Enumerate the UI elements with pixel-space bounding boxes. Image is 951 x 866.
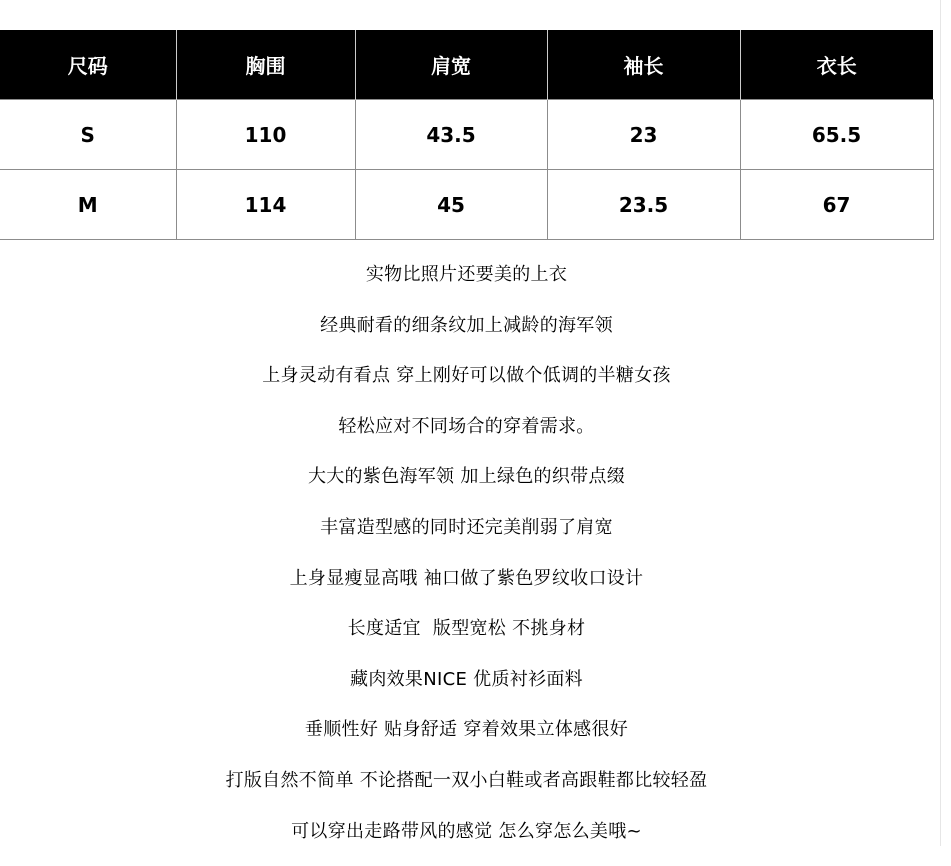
size-chart-header-row — [0, 30, 933, 100]
cell-shoulder: 45 — [355, 170, 547, 240]
description-line: 经典耐看的细条纹加上减龄的海军领 — [320, 314, 613, 336]
description-line: 垂顺性好 贴身舒适 穿着效果立体感很好 — [304, 719, 629, 741]
header-sleeve: 袖长 — [547, 30, 740, 100]
header-shoulder: 肩宽 — [355, 30, 547, 100]
header-length: 衣长 — [740, 30, 933, 100]
cell-chest: 110 — [176, 100, 355, 170]
table-row — [0, 170, 933, 240]
cell-sleeve: 23 — [547, 100, 740, 170]
description-line: 可以穿出走路带风的感觉 怎么穿怎么美哦~ — [291, 820, 642, 842]
description-line: 上身显瘦显高哦 袖口做了紫色罗纹收口设计 — [289, 567, 644, 589]
cell-length: 65.5 — [740, 100, 933, 170]
cell-sleeve: 23.5 — [547, 170, 740, 240]
description-line: 轻松应对不同场合的穿着需求。 — [338, 415, 595, 437]
description-line: 丰富造型感的同时还完美削弱了肩宽 — [320, 516, 613, 538]
description-line: 藏肉效果NICE 优质衬衫面料 — [350, 668, 583, 690]
description-line: 长度适宜 版型宽松 不挑身材 — [347, 618, 586, 640]
cell-size: S — [0, 100, 176, 170]
cell-chest: 114 — [176, 170, 355, 240]
product-description — [0, 259, 933, 866]
cell-shoulder: 43.5 — [355, 100, 547, 170]
description-line: 实物比照片还要美的上衣 — [365, 264, 568, 285]
cell-length: 67 — [740, 170, 933, 240]
table-row — [0, 100, 933, 170]
description-line: 打版自然不简单 不论搭配一双小白鞋或者高跟鞋都比较轻盈 — [225, 769, 708, 791]
header-size: 尺码 — [0, 30, 176, 100]
header-chest: 胸围 — [176, 30, 355, 100]
cell-size: M — [0, 170, 176, 240]
description-line: 大大的紫色海军领 加上绿色的织带点缀 — [307, 466, 626, 488]
description-line: 上身灵动有看点 穿上刚好可以做个低调的半糖女孩 — [262, 365, 671, 387]
page-edge-divider — [940, 0, 941, 846]
size-chart-table — [0, 30, 934, 240]
